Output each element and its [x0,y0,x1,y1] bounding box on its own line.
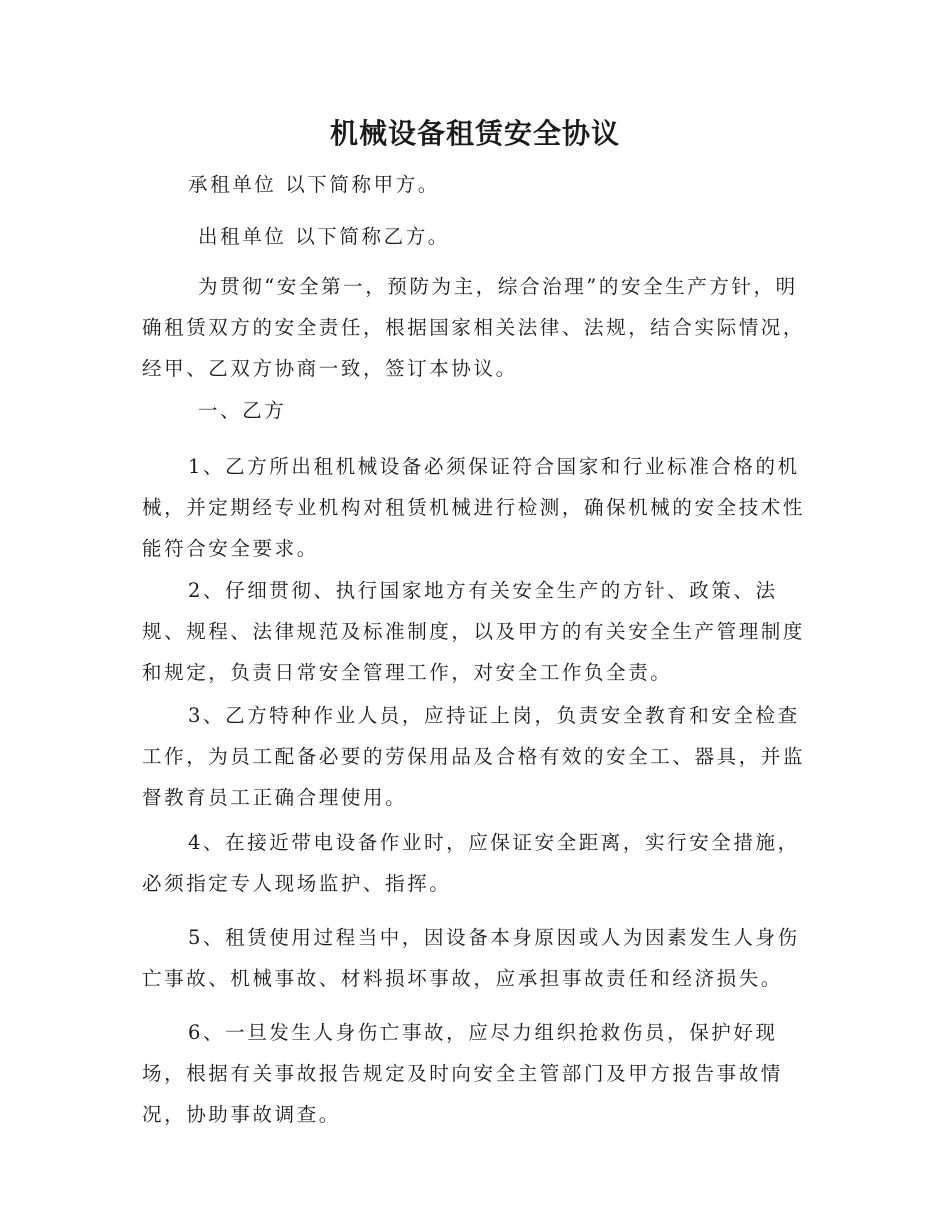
lessee-line: 承租单位 以下简称甲方。 [188,173,440,196]
clause-item: 5、租赁使用过程当中，因设备本身原因或人为因素发生人身伤亡事故、机械事故、材料损坏事故，应承担事故责任和经济损失。 [142,926,800,990]
clause-item: 3、乙方特种作业人员，应持证上岗，负责安全教育和安全检查工作，为员工配备必要的劳保用品及合格有效的安全工、器具，并监督教育员工正确合理使用。 [142,704,806,809]
clause-item: 4、在接近带电设备作业时，应保证安全距离，实行安全措施，必须指定专人现场监护、指挥。 [142,831,800,895]
purpose-paragraph: 为贯彻“安全第一，预防为主，综合治理”的安全生产方针，明确租赁双方的安全责任，根据国家相关法律、法规，结合实际情况，经甲、乙双方协商一致，签订本协议。 [142,275,806,380]
lessor-line: 出租单位 以下简称乙方。 [198,225,450,248]
clause-item: 1、乙方所出租机械设备必须保证符合国家和行业标准合格的机械，并定期经专业机构对租赁机械进行检测，确保机械的安全技术性能符合安全要求。 [142,455,806,560]
clause-item: 6、一旦发生人身伤亡事故，应尽力组织抢救伤员，保护好现场，根据有关事故报告规定及时向安全主管部门及甲方报告事故情况，协助事故调查。 [142,1021,783,1126]
section-heading: 一、乙方 [198,399,287,422]
document-title: 机械设备租赁安全协议 [329,117,620,150]
clause-item: 2、仔细贯彻、执行国家地方有关安全生产的方针、政策、法规、规程、法律规范及标准制度，以及甲方的有关安全生产管理制度和规定，负责日常安全管理工作，对安全工作负全责。 [142,579,806,684]
